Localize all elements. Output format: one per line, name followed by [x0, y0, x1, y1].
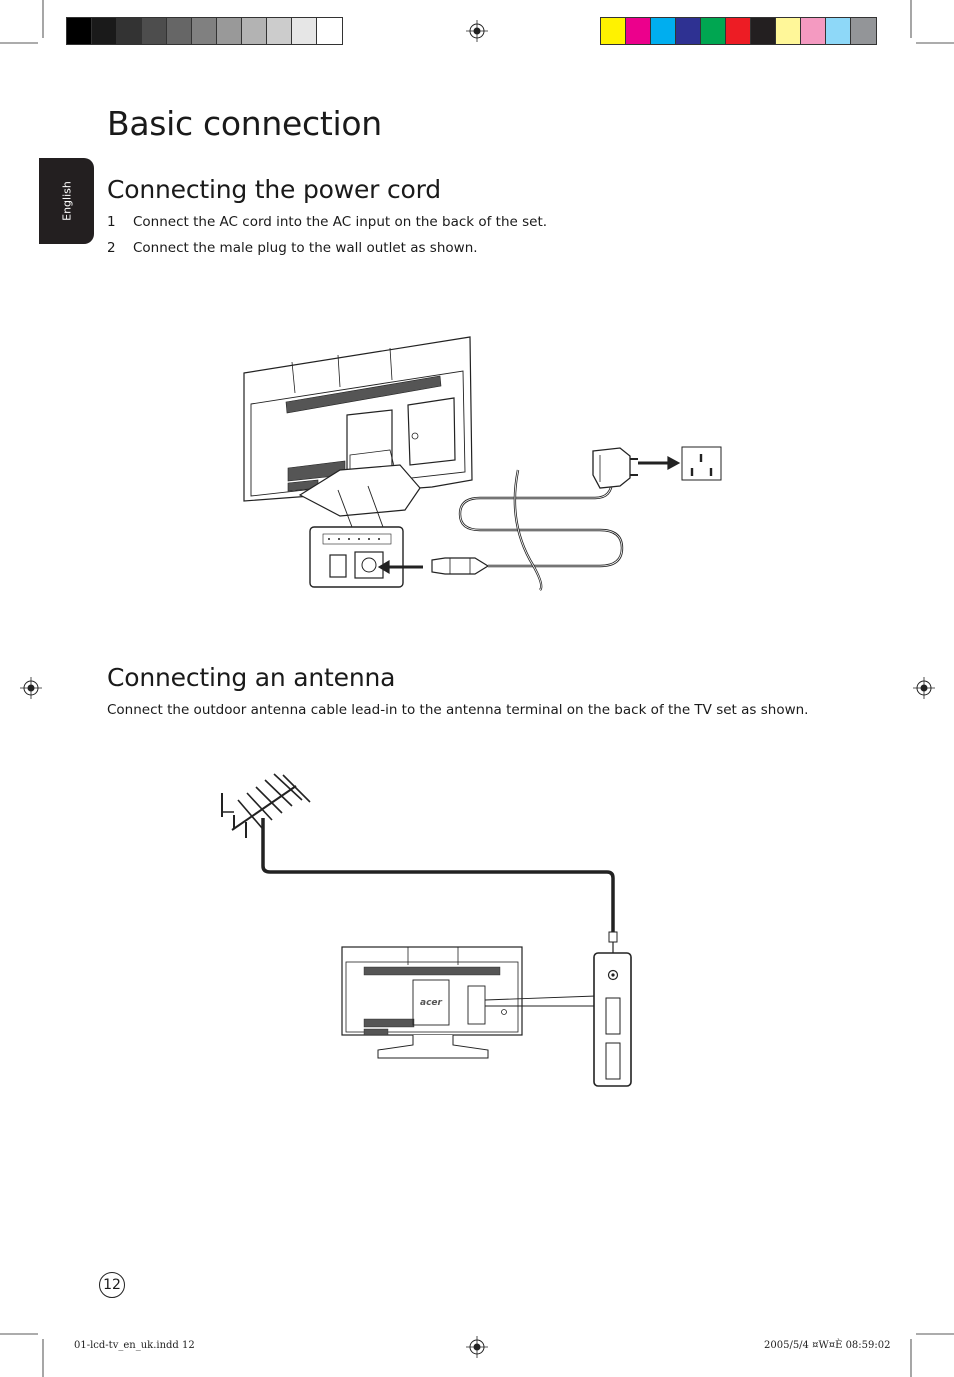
antenna-instructions: Connect the outdoor antenna cable lead-in to the antenna terminal on the back of the TV set as shown. — [107, 702, 809, 718]
tv-stand — [378, 1035, 488, 1058]
step-2-number: 2 — [107, 240, 116, 256]
antenna-heading: Connecting an antenna — [107, 663, 396, 692]
step-2-text: Connect the male plug to the wall outlet as shown. — [133, 240, 478, 256]
tv-logo: acer — [420, 998, 442, 1008]
page-title: Basic connection — [107, 104, 382, 143]
antenna-cable — [263, 818, 613, 932]
language-tab-label: English — [60, 181, 73, 221]
power-cord-heading: Connecting the power cord — [107, 175, 441, 204]
page-number: 12 — [99, 1272, 125, 1298]
footer-filename: 01-lcd-tv_en_uk.indd 12 — [74, 1340, 195, 1351]
antenna-terminal-panel — [594, 953, 631, 1086]
step-1-number: 1 — [107, 214, 116, 230]
step-1-text: Connect the AC cord into the AC input on the back of the set. — [133, 214, 548, 230]
footer-timestamp: 2005/5/4 ¤W¤È 08:59:02 — [764, 1340, 891, 1351]
